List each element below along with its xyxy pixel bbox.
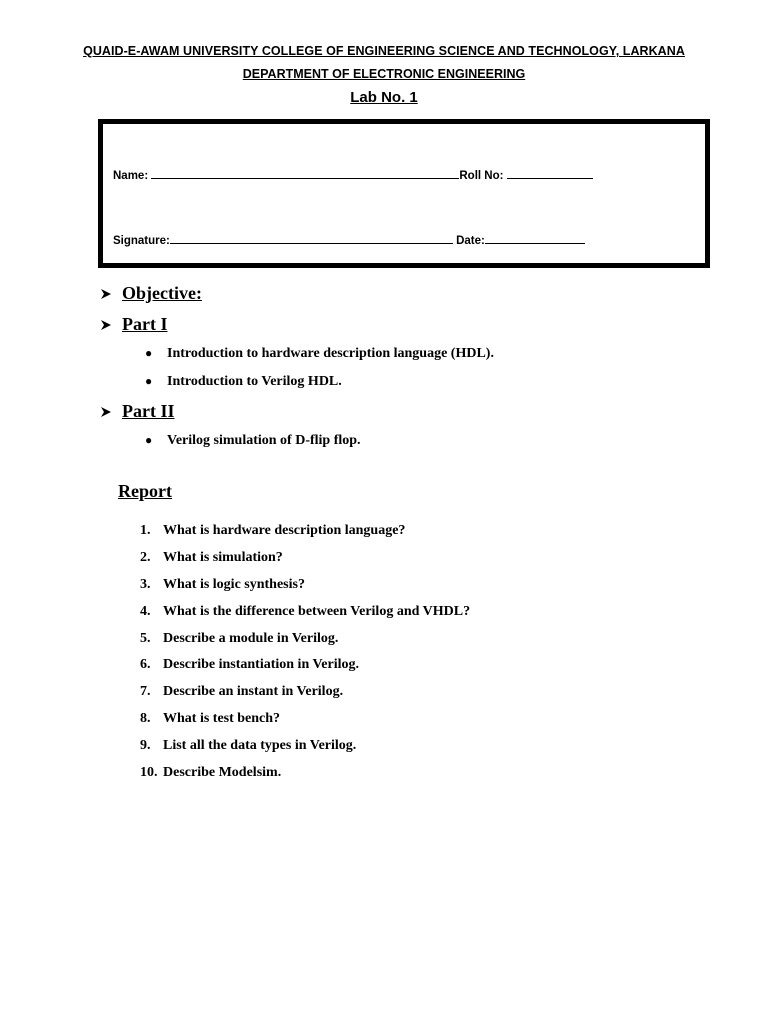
signature-label: Signature: [113,235,170,247]
report-question [140,550,283,566]
report-question [140,684,343,700]
question-number: 5. [140,631,151,646]
objective-label: Objective: [122,283,202,303]
question-text: Describe Modelsim. [163,765,282,780]
part2-item-text: Verilog simulation of D-flip flop. [167,433,361,448]
department-title: DEPARTMENT OF ELECTRONIC ENGINEERING [242,67,526,81]
report-question [140,738,356,754]
name-label: Name: [113,170,149,182]
report-title: Report [118,481,172,501]
question-text: What is simulation? [163,550,283,565]
report-question [140,765,281,781]
report-question [140,604,470,620]
question-text: Describe a module in Verilog. [163,631,339,646]
roll-label: Roll No: [459,170,504,182]
part1-item-text: Introduction to Verilog HDL. [167,374,342,389]
part1-item [145,346,494,362]
student-info-box [98,119,710,268]
question-number: 2. [140,550,151,565]
question-number: 1. [140,523,151,538]
part2-heading [100,401,175,422]
report-question [140,631,338,647]
date-label: Date: [456,235,485,247]
signature-blank[interactable] [170,232,453,244]
date-blank[interactable] [485,232,585,244]
part1-label: Part I [122,314,168,334]
question-text: Describe an instant in Verilog. [163,684,344,699]
arrowhead-bullet-icon [100,406,112,418]
part1-item-text: Introduction to hardware description language (HDL). [167,346,494,361]
part2-label: Part II [122,401,175,421]
institution-title: QUAID-E-AWAM UNIVERSITY COLLEGE OF ENGINEERING SCIENCE AND TECHNOLOGY, LARKANA [83,44,685,58]
question-text: What is logic synthesis? [163,577,305,592]
question-number: 10. [140,765,158,780]
question-number: 3. [140,577,151,592]
part2-item [145,433,361,449]
report-question [140,523,405,539]
objective-heading [100,283,202,304]
question-number: 6. [140,657,151,672]
question-number: 9. [140,738,151,753]
arrowhead-bullet-icon [100,319,112,331]
bullet-dot-icon: ● [145,374,153,388]
name-blank[interactable] [151,167,459,179]
question-number: 4. [140,604,151,619]
name-row [113,167,593,182]
question-text: What is the difference between Verilog and VHDL? [163,604,471,619]
question-text: What is test bench? [163,711,281,726]
question-text: What is hardware description language? [163,523,406,538]
bullet-dot-icon: ● [145,433,153,447]
question-text: Describe instantiation in Verilog. [163,657,360,672]
report-question [140,657,359,673]
lab-title: Lab No. 1 [350,89,418,106]
question-text: List all the data types in Verilog. [163,738,357,753]
bullet-dot-icon: ● [145,346,153,360]
signature-row [113,232,585,247]
part1-item [145,374,342,390]
part1-heading [100,314,167,335]
question-number: 7. [140,684,151,699]
arrowhead-bullet-icon [100,288,112,300]
question-number: 8. [140,711,151,726]
roll-blank[interactable] [507,167,593,179]
report-question [140,577,305,593]
report-question [140,711,280,727]
